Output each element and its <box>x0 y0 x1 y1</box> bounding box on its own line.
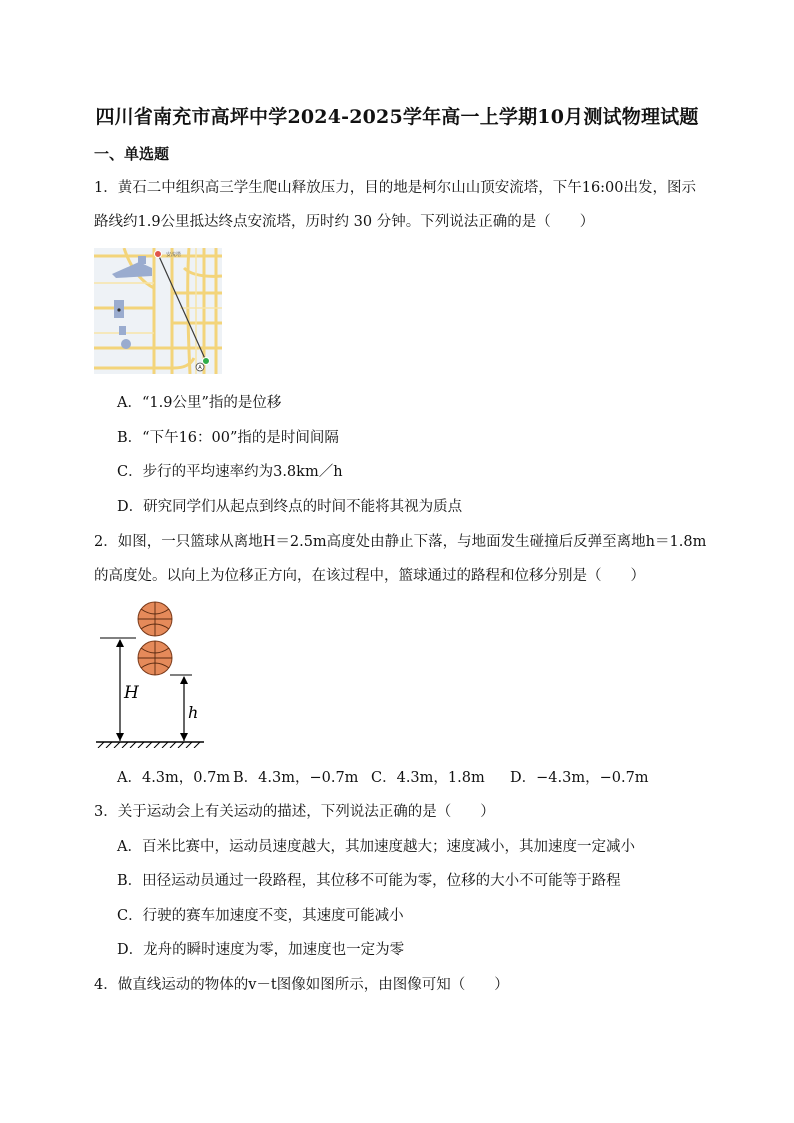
label-small-h: h <box>188 703 199 722</box>
basketball-diagram <box>94 598 208 748</box>
end-point-icon <box>155 251 162 258</box>
q2-option-d[interactable]: D．−4.3m，−0.7m <box>510 770 649 786</box>
q1-stem-line1: 1．黄石二中组织高三学生爬山释放压力，目的地是柯尔山山顶安流塔，下午16:00出发，图示 <box>94 180 697 196</box>
q3-option-c[interactable]: C．行驶的赛车加速度不变，其速度可能减小 <box>117 908 404 924</box>
basketball-icon-top <box>138 602 172 636</box>
q3-option-d[interactable]: D．龙舟的瞬时速度为零，加速度也一定为零 <box>117 942 405 958</box>
q3-option-b[interactable]: B．田径运动员通过一段路程，其位移不可能为零，位移的大小不可能等于路程 <box>117 873 621 889</box>
q4-stem: 4．做直线运动的物体的v－t图像如图所示，由图像可知（ ） <box>94 977 509 993</box>
q3-option-a[interactable]: A．百米比赛中，运动员速度越大，其加速度越大；速度减小，其加速度一定减小 <box>117 839 635 855</box>
marker-a-label: A <box>198 365 202 371</box>
q1-option-a[interactable]: A．“1.9公里”指的是位移 <box>117 395 282 411</box>
q2-option-a[interactable]: A．4.3m，0.7m <box>117 770 231 786</box>
label-big-h: H <box>124 683 139 703</box>
map-end-label: 安流塔 <box>166 252 182 258</box>
section-heading: 一、单选题 <box>94 145 170 163</box>
q1-stem-line2: 路线约1.9公里抵达终点安流塔，历时约 30 分钟。下列说法正确的是（ ） <box>94 214 595 230</box>
q2-option-c[interactable]: C．4.3m，1.8m <box>371 770 485 786</box>
q3-stem: 3．关于运动会上有关运动的描述，下列说法正确的是（ ） <box>94 804 495 820</box>
route-map-image <box>94 248 222 374</box>
start-point-icon <box>203 358 210 365</box>
basketball-icon-bottom <box>138 641 172 675</box>
q1-option-d[interactable]: D．研究同学们从起点到终点的时间不能将其视为质点 <box>117 499 463 515</box>
q1-option-b[interactable]: B．“下午16：00”指的是时间间隔 <box>117 430 339 446</box>
q1-option-c[interactable]: C．步行的平均速率约为3.8km／h <box>117 464 343 480</box>
page-title: 四川省南充市高坪中学2024-2025学年高一上学期10月测试物理试题 <box>95 106 699 128</box>
q2-stem-line2: 的高度处。以向上为位移正方向，在该过程中，篮球通过的路程和位移分别是（ ） <box>94 568 645 584</box>
q2-option-b[interactable]: B．4.3m，−0.7m <box>233 770 359 786</box>
q2-stem-line1: 2．如图，一只篮球从离地H＝2.5m高度处由静止下落，与地面发生碰撞后反弹至离地h＝1.8m <box>94 534 707 550</box>
